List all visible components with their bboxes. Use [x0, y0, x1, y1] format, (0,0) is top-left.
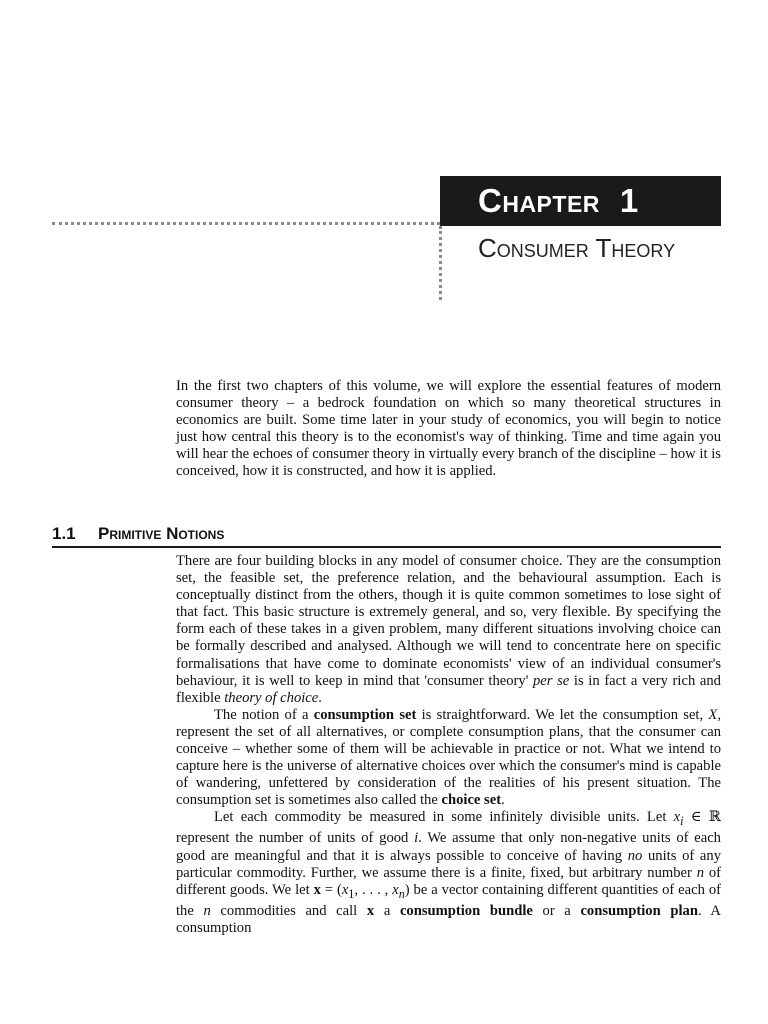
dotted-rule-horizontal — [52, 222, 440, 225]
section-title: Primitive Notions — [98, 524, 225, 543]
paragraph-commodities: Let each commodity be measured in some infinitely divisible units. Let $x_i$ ∈ ℝ represent the number of units of good i. We assume that only non-negative units of each good are meaningful and that it is always possible to conceive of having no units of any particular commodity. Further, we assume there is a finite, fixed, but arbitrary number n of different goods. We let $x = (x_1$, . . . , $x_n$) be a vector containing different quantities of each of the n commodities and call x a consumption bundle or a consumption plan. A consumption — [176, 809, 721, 936]
chapter-heading-box — [440, 176, 721, 226]
section-number: 1.1 — [52, 524, 76, 543]
paragraph-building-blocks: There are four building blocks in any model of consumer choice. They are the consumption set, the feasible set, the preference relation, and the behavioural assumption. Each is conceptually distinct from the others, though it is quite common sometimes to lose sight of that fact. This basic structure is extremely general, and so, very flexible. By specifying the form each of these takes in a given problem, many different situations involving choice can be formally described and analysed. Although we will tend to concentrate here on specific formalisations that have come to dominate economists' view of an individual consumer's behaviour, it is well to keep in mind that 'consumer theory' per se is in fact a very rich and flexible theory of choice. — [176, 553, 721, 706]
dotted-rule-vertical — [439, 226, 442, 300]
section-heading — [52, 523, 721, 548]
chapter-label: Chapter — [478, 182, 600, 219]
chapter-title: Consumer Theory — [478, 233, 676, 263]
intro-paragraph: In the first two chapters of this volume, we will explore the essential features of modern consumer theory – a bedrock foundation on which so many theoretical structures in economics are built. Some time later in your study of economics, you will begin to notice just how central this theory is to the economist's way of thinking. Time and time again you will hear the echoes of consumer theory in virtually every branch of the discipline – how it is conceived, how it is constructed, and how it is applied. — [176, 378, 721, 480]
chapter-number: 1 — [619, 182, 639, 219]
paragraph-consumption-set: The notion of a consumption set is straightforward. We let the consumption set, X, represent the set of all alternatives, or complete consumption plans, that the consumer can conceive – whether some of them will be achievable in practice or not. What we intend to capture here is the universe of alternative choices over which the consumer's mind is capable of wandering, unfettered by consideration of the realities of his present situation. The consumption set is sometimes also called the choice set. — [176, 706, 721, 809]
section-body — [176, 553, 721, 937]
